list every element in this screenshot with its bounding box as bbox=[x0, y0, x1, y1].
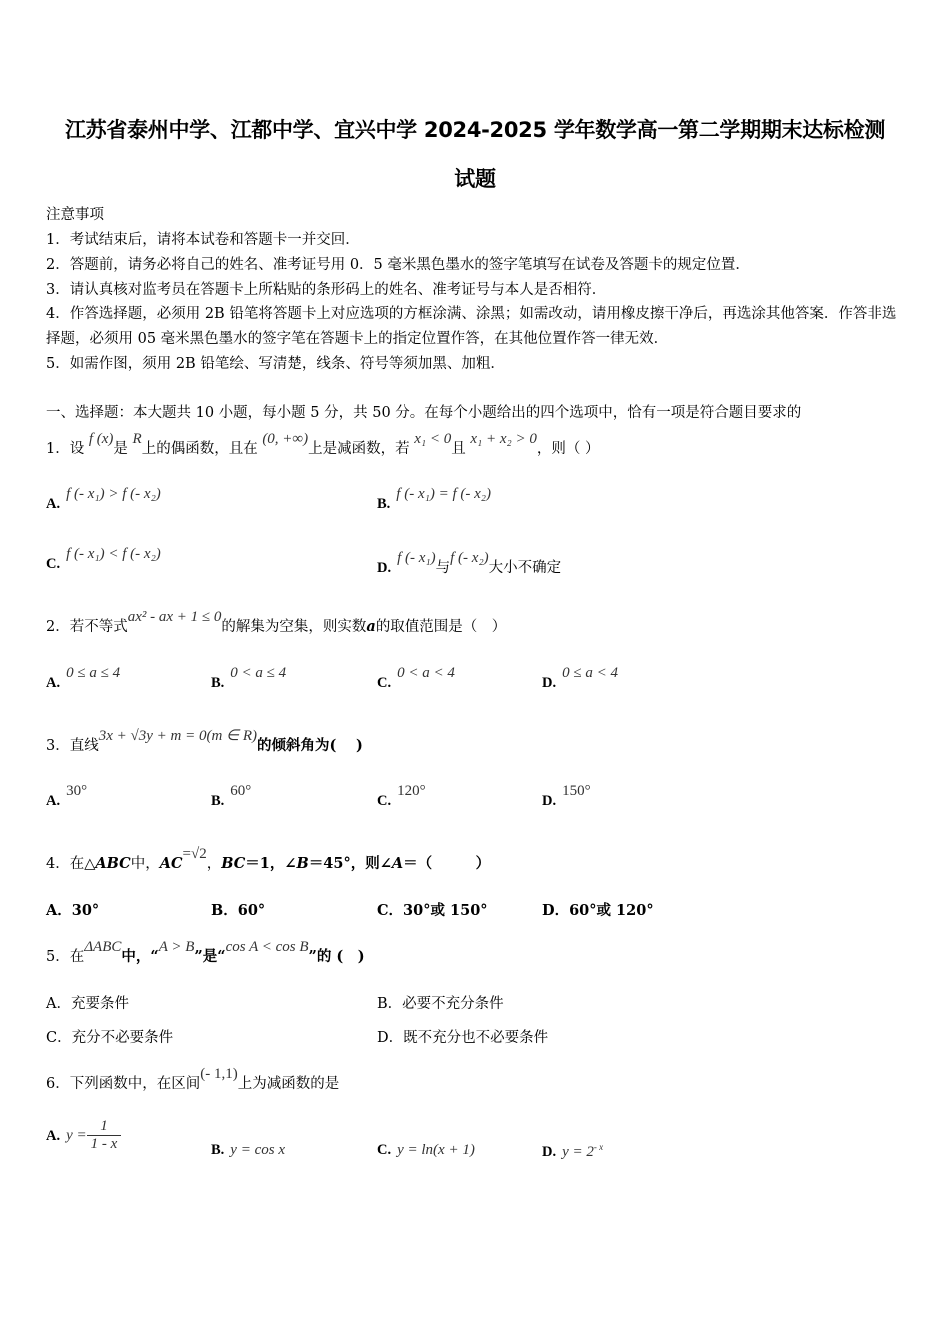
q1-text: ，则（ ） bbox=[536, 441, 600, 457]
option-expr: f (- x₂) bbox=[450, 550, 489, 566]
option-expr: 0 ≤ a < 4 bbox=[562, 665, 618, 681]
q3-equation: 3x + √3y + m = 0(m ∈ R) bbox=[98, 728, 258, 744]
option-expr: 0 < a ≤ 4 bbox=[230, 665, 287, 681]
q1-text: 且 bbox=[451, 441, 466, 457]
option-label: C. bbox=[377, 1142, 392, 1158]
q5-cond1: A > B bbox=[158, 939, 195, 955]
q4-option-a[interactable]: A．30° bbox=[46, 902, 100, 919]
q6-option-d[interactable] bbox=[542, 1142, 603, 1161]
option-expr: y = ln(x + 1) bbox=[397, 1142, 475, 1158]
q2-text: 的解集为空集，则实数 bbox=[221, 619, 367, 635]
q5-text: ”是“ bbox=[194, 948, 226, 965]
q1-text: 上的偶函数，且在 bbox=[141, 441, 258, 457]
option-label: D. bbox=[377, 560, 392, 576]
notice-item-2: 2．答题前，请务必将自己的姓名、准考证号用 0．5 毫米黑色墨水的签字笔填写在试卷及答题卡的规定位置． bbox=[46, 257, 750, 273]
q4-text: ＝45°，则∠ bbox=[308, 855, 392, 872]
question-4 bbox=[46, 846, 491, 873]
option-label: A. bbox=[46, 496, 61, 512]
q4-number: 4． bbox=[46, 856, 70, 872]
fraction-numerator: 1 bbox=[87, 1118, 122, 1136]
fraction bbox=[87, 1118, 122, 1153]
option-expr: 30° bbox=[66, 783, 88, 799]
q2-inequality: ax² - ax + 1 ≤ 0 bbox=[127, 609, 222, 625]
option-expr: f (- x₁) bbox=[397, 550, 436, 566]
q3-text: 直线 bbox=[69, 738, 99, 754]
notice-item-1: 1．考试结束后，请将本试卷和答题卡一并交回． bbox=[46, 232, 360, 248]
q4-text: 在△ bbox=[69, 856, 96, 872]
q6-text: 上为减函数的是 bbox=[237, 1076, 340, 1092]
option-label: C. bbox=[46, 556, 61, 572]
q4-text: ， bbox=[206, 856, 222, 872]
q1-option-d[interactable] bbox=[377, 550, 562, 577]
option-label: D. bbox=[542, 1143, 557, 1160]
option-label: A. bbox=[46, 1127, 61, 1144]
q3-option-c[interactable] bbox=[377, 783, 426, 810]
q4-angle-a: A bbox=[391, 855, 404, 872]
q4-angle-b: B bbox=[296, 855, 309, 872]
q5-option-c[interactable]: C．充分不必要条件 bbox=[46, 1030, 174, 1046]
option-expr: y = bbox=[66, 1127, 87, 1144]
q3-text: 的倾斜角为( ) bbox=[257, 737, 363, 754]
option-expr: 150° bbox=[562, 783, 591, 799]
q3-number: 3． bbox=[46, 738, 70, 754]
q3-option-a[interactable] bbox=[46, 783, 88, 810]
option-expr: f (- x₁) > f (- x₂) bbox=[66, 486, 161, 502]
question-1 bbox=[46, 431, 600, 458]
q4-option-d[interactable]: D．60°或 120° bbox=[542, 902, 654, 919]
option-text: 大小不确定 bbox=[488, 560, 562, 576]
q2-option-d[interactable] bbox=[542, 665, 618, 692]
q6-number: 6． bbox=[46, 1076, 70, 1092]
q4-text: ＝1，∠ bbox=[245, 855, 297, 872]
q2-text: 若不等式 bbox=[69, 619, 128, 635]
q2-number: 2． bbox=[46, 619, 70, 635]
option-label: B. bbox=[211, 793, 225, 809]
option-text: 与 bbox=[435, 560, 451, 576]
q4-triangle: ABC bbox=[95, 855, 131, 872]
q1-option-a[interactable] bbox=[46, 486, 161, 513]
q2-option-a[interactable] bbox=[46, 665, 121, 692]
q2-option-b[interactable] bbox=[211, 665, 287, 692]
option-label: A. bbox=[46, 793, 61, 809]
q1-text: 设 bbox=[69, 441, 85, 457]
q6-option-a[interactable] bbox=[46, 1118, 121, 1153]
option-expr: 0 < a < 4 bbox=[397, 665, 455, 681]
option-label: B. bbox=[211, 1142, 225, 1158]
option-expr: 120° bbox=[397, 783, 426, 799]
notice-item-4: 4．作答选择题，必须用 2B 铅笔将答题卡上对应选项的方框涂满、涂黑；如需改动，请用橡皮擦干净后，再选涂其他答案．作答非选择题，必须用 05 毫米黑色墨水的签字笔在答题卡上的指定位置作答，在其他位置作答一律无效． bbox=[46, 306, 897, 347]
q5-option-b[interactable]: B．必要不充分条件 bbox=[377, 996, 504, 1012]
q5-text: 在 bbox=[69, 949, 85, 965]
q1-interval: (0, +∞) bbox=[262, 431, 309, 447]
question-5 bbox=[46, 939, 365, 966]
q6-text: 下列函数中，在区间 bbox=[69, 1076, 201, 1092]
q4-side-bc: BC bbox=[221, 855, 246, 872]
option-expr: f (- x₁) < f (- x₂) bbox=[66, 546, 161, 562]
option-label: D. bbox=[542, 793, 557, 809]
q1-cond1: x₁ < 0 bbox=[414, 431, 452, 447]
q3-option-d[interactable] bbox=[542, 783, 591, 810]
notice-item-5: 5．如需作图，须用 2B 铅笔绘、写清楚，线条、符号等须加黑、加粗． bbox=[46, 356, 505, 372]
option-expr: 0 ≤ a ≤ 4 bbox=[66, 665, 121, 681]
q3-option-b[interactable] bbox=[211, 783, 252, 810]
option-expr: y = cos x bbox=[230, 1142, 285, 1158]
page-title: 江苏省泰州中学、江都中学、宜兴中学 2024-2025 学年数学高一第二学期期末达标检测 bbox=[64, 118, 886, 142]
q5-cond2: cos A < cos B bbox=[225, 939, 309, 955]
q5-number: 5． bbox=[46, 949, 70, 965]
q2-text: 的取值范围是（ ） bbox=[375, 619, 507, 635]
q1-text: 是 bbox=[113, 441, 128, 457]
q4-option-b[interactable]: B．60° bbox=[211, 902, 266, 919]
q1-option-b[interactable] bbox=[377, 486, 491, 513]
q2-option-c[interactable] bbox=[377, 665, 455, 692]
section-heading: 一、选择题：本大题共 10 小题，每小题 5 分，共 50 分。在每个小题给出的四个选项中，恰有一项是符合题目要求的 bbox=[46, 405, 802, 421]
q4-ac-value: =√2 bbox=[182, 846, 207, 862]
page-title-line2: 试题 bbox=[454, 167, 496, 191]
q1-number: 1． bbox=[46, 441, 70, 457]
q4-side-ac: AC bbox=[159, 855, 183, 872]
q4-text: ＝（ ） bbox=[403, 855, 491, 872]
option-expr: y = 2 bbox=[562, 1143, 594, 1160]
option-label: B. bbox=[377, 496, 391, 512]
question-2 bbox=[46, 609, 507, 636]
option-exponent: - x bbox=[593, 1142, 604, 1152]
q1-fx: f (x) bbox=[88, 431, 114, 447]
q5-text: 中，“ bbox=[121, 948, 159, 965]
option-label: A. bbox=[46, 675, 61, 691]
q6-option-b[interactable] bbox=[211, 1142, 285, 1159]
q6-option-c[interactable] bbox=[377, 1142, 475, 1159]
notice-heading: 注意事项 bbox=[46, 207, 104, 223]
q1-R: R bbox=[132, 431, 142, 447]
option-label: C. bbox=[377, 793, 392, 809]
option-label: D. bbox=[542, 675, 557, 691]
question-3 bbox=[46, 728, 363, 755]
q5-text: ”的 ( ) bbox=[308, 948, 365, 965]
q6-interval: (- 1,1) bbox=[200, 1066, 238, 1082]
q4-text: 中， bbox=[130, 856, 160, 872]
q4-option-c[interactable]: C．30°或 150° bbox=[377, 902, 488, 919]
question-6 bbox=[46, 1066, 340, 1093]
option-expr: 60° bbox=[230, 783, 252, 799]
fraction-denominator: 1 - x bbox=[90, 1136, 118, 1152]
option-label: B. bbox=[211, 675, 225, 691]
option-expr: f (- x₁) = f (- x₂) bbox=[396, 486, 491, 502]
notice-item-3: 3．请认真核对监考员在答题卡上所粘贴的条形码上的姓名、准考证号与本人是否相符． bbox=[46, 282, 607, 298]
q5-triangle: ΔABC bbox=[84, 939, 122, 955]
q1-cond2: x₁ + x₂ > 0 bbox=[470, 431, 537, 447]
q2-var-a: a bbox=[366, 618, 376, 635]
q5-option-a[interactable]: A．充要条件 bbox=[46, 996, 129, 1012]
q1-option-c[interactable] bbox=[46, 546, 161, 573]
option-label: C. bbox=[377, 675, 392, 691]
q5-option-d[interactable]: D．既不充分也不必要条件 bbox=[377, 1030, 549, 1046]
q1-text: 上是减函数，若 bbox=[308, 441, 410, 457]
